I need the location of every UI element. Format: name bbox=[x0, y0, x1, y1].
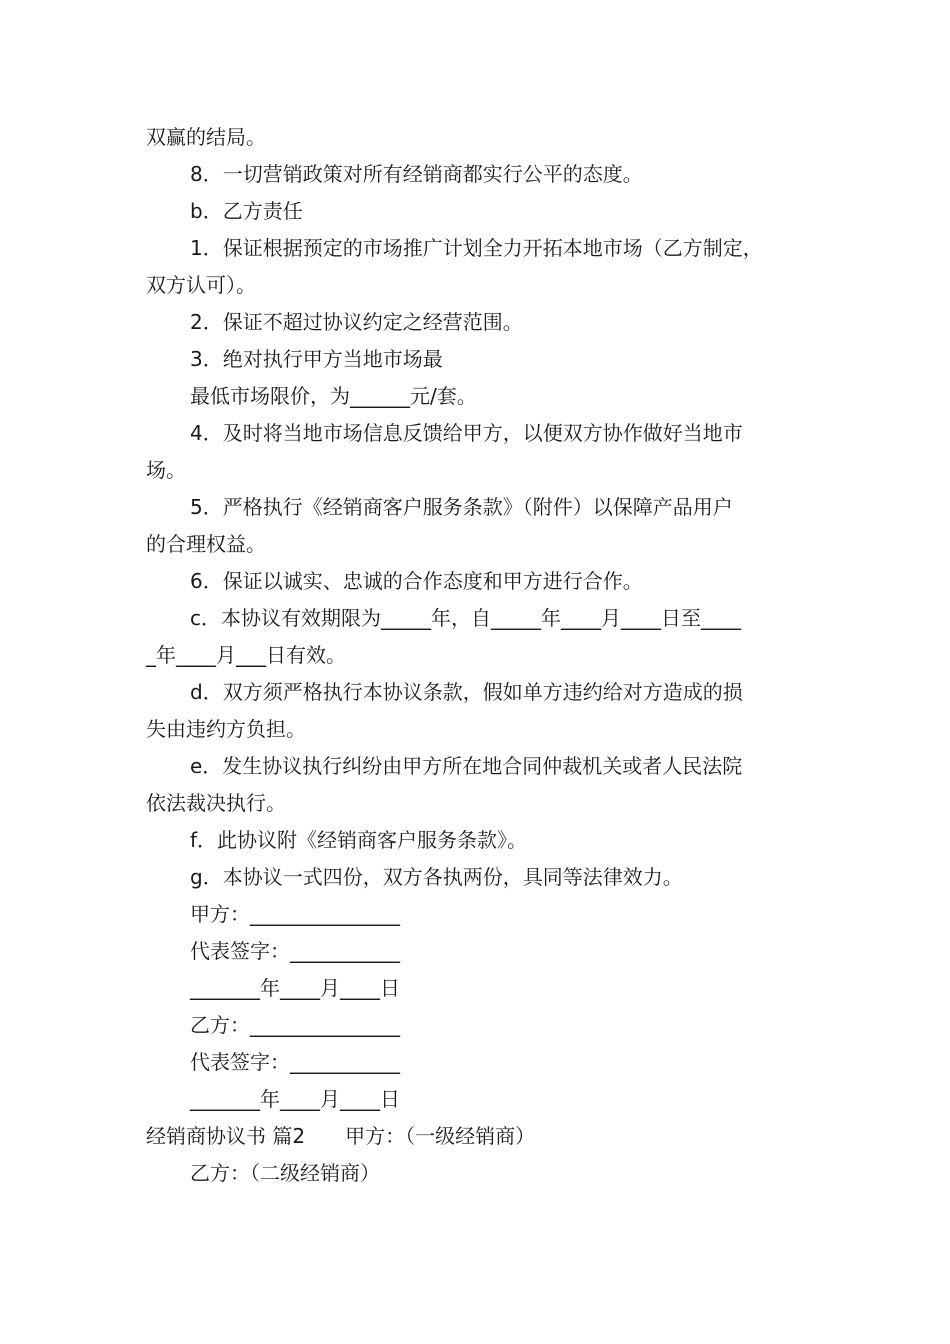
text-line: 2．保证不超过协议约定之经营范围。 bbox=[190, 310, 523, 334]
text-line: 5．严格执行《经销商客户服务条款》（附件）以保障产品用户 bbox=[190, 495, 733, 519]
date-line: _______年____月____日 bbox=[190, 976, 400, 1000]
text-line: d．双方须严格执行本协议条款，假如单方违约给对方造成的损 bbox=[190, 680, 743, 704]
text-line: 最低市场限价，为______元/套。 bbox=[190, 384, 477, 408]
text-line: g．本协议一式四份，双方各执两份，具同等法律效力。 bbox=[190, 865, 683, 889]
text-line: e．发生协议执行纠纷由甲方所在地合同仲裁机关或者人民法院 bbox=[190, 754, 743, 778]
text-line: 场。 bbox=[146, 458, 186, 482]
section-heading: 经销商协议书 篇2 甲方：（一级经销商） bbox=[146, 1124, 536, 1148]
signature-line-representative: 代表签字：___________ bbox=[190, 939, 400, 963]
text-line: 4．及时将当地市场信息反馈给甲方，以便双方协作做好当地市 bbox=[190, 421, 743, 445]
text-line: 失由违约方负担。 bbox=[146, 717, 306, 741]
date-line: _______年____月____日 bbox=[190, 1087, 400, 1111]
text-line: f．此协议附《经销商客户服务条款》。 bbox=[190, 828, 528, 852]
text-line: 双方认可）。 bbox=[146, 273, 256, 297]
text-line: 双赢的结局。 bbox=[146, 125, 266, 149]
text-line: 依法裁决执行。 bbox=[146, 791, 286, 815]
text-line: _年____月___日有效。 bbox=[146, 643, 346, 667]
text-line: 8．一切营销政策对所有经销商都实行公平的态度。 bbox=[190, 162, 643, 186]
text-line: 乙方：（二级经销商） bbox=[190, 1161, 380, 1185]
signature-line-party-b: 乙方：_______________ bbox=[190, 1013, 400, 1037]
text-line: c．本协议有效期限为_____年，自_____年____月____日至____ bbox=[190, 606, 741, 630]
text-line: 的合理权益。 bbox=[146, 532, 266, 556]
text-line: b．乙方责任 bbox=[190, 199, 303, 223]
text-line: 1．保证根据预定的市场推广计划全力开拓本地市场（乙方制定， bbox=[190, 236, 763, 260]
signature-line-representative: 代表签字：___________ bbox=[190, 1050, 400, 1074]
text-line: 6．保证以诚实、忠诚的合作态度和甲方进行合作。 bbox=[190, 569, 643, 593]
signature-line-party-a: 甲方：_______________ bbox=[190, 902, 400, 926]
text-line: 3．绝对执行甲方当地市场最 bbox=[190, 347, 443, 371]
